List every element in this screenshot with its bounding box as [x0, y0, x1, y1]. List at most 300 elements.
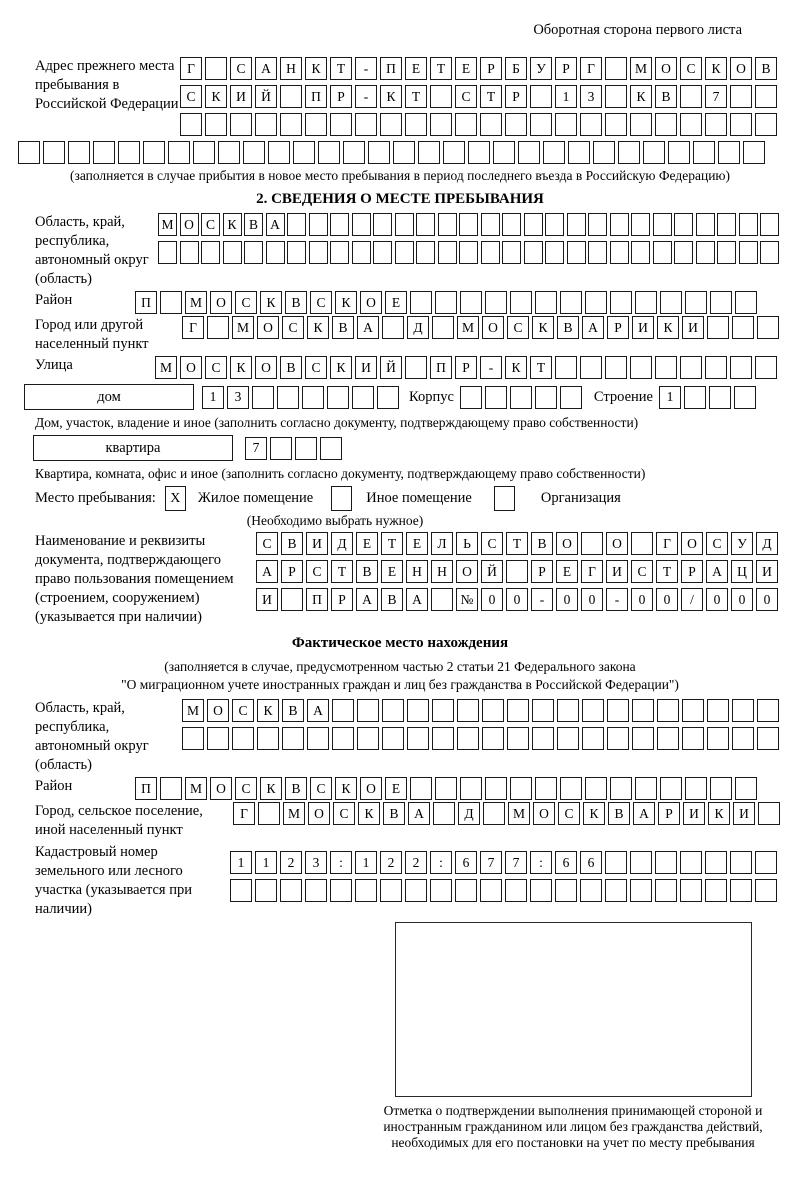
char-cell[interactable]	[180, 113, 202, 136]
char-cell[interactable]: О	[730, 57, 752, 80]
char-cell[interactable]	[407, 699, 429, 722]
char-cell[interactable]: И	[606, 560, 628, 583]
char-cell[interactable]: В	[608, 802, 630, 825]
char-cell[interactable]	[430, 113, 452, 136]
char-cell[interactable]	[755, 85, 777, 108]
char-cell[interactable]	[524, 213, 543, 236]
char-cell[interactable]	[230, 113, 252, 136]
char-cell[interactable]	[205, 57, 227, 80]
char-cell[interactable]: А	[307, 699, 329, 722]
char-cell[interactable]	[631, 532, 653, 555]
char-cell[interactable]: А	[408, 802, 430, 825]
char-cell[interactable]	[405, 879, 427, 902]
char-cell[interactable]: И	[256, 588, 278, 611]
char-cell[interactable]: О	[655, 57, 677, 80]
char-cell[interactable]: 1	[659, 386, 681, 409]
char-cell[interactable]: К	[223, 213, 242, 236]
char-cell[interactable]	[607, 727, 629, 750]
char-cell[interactable]: С	[310, 291, 332, 314]
char-cell[interactable]: С	[232, 699, 254, 722]
char-cell[interactable]	[585, 777, 607, 800]
char-cell[interactable]: Т	[330, 57, 352, 80]
char-cell[interactable]	[632, 727, 654, 750]
char-cell[interactable]: О	[180, 213, 199, 236]
char-cell[interactable]	[582, 727, 604, 750]
char-cell[interactable]: И	[756, 560, 778, 583]
char-cell[interactable]: П	[380, 57, 402, 80]
char-cell[interactable]: К	[260, 777, 282, 800]
char-cell[interactable]	[380, 879, 402, 902]
char-cell[interactable]: А	[255, 57, 277, 80]
char-cell[interactable]	[510, 291, 532, 314]
char-cell[interactable]: -	[606, 588, 628, 611]
char-cell[interactable]: В	[655, 85, 677, 108]
char-cell[interactable]: В	[244, 213, 263, 236]
char-cell[interactable]: О	[308, 802, 330, 825]
char-cell[interactable]	[705, 851, 727, 874]
char-cell[interactable]	[502, 241, 521, 264]
char-cell[interactable]	[373, 213, 392, 236]
char-cell[interactable]: В	[383, 802, 405, 825]
char-cell[interactable]: Г	[233, 802, 255, 825]
char-cell[interactable]: Е	[385, 777, 407, 800]
char-cell[interactable]: Т	[506, 532, 528, 555]
char-cell[interactable]: -	[480, 356, 502, 379]
char-cell[interactable]	[93, 141, 115, 164]
char-cell[interactable]	[223, 241, 242, 264]
char-cell[interactable]	[505, 113, 527, 136]
char-cell[interactable]	[368, 141, 390, 164]
char-cell[interactable]: 2	[280, 851, 302, 874]
char-cell[interactable]	[343, 141, 365, 164]
char-cell[interactable]	[535, 386, 557, 409]
char-cell[interactable]	[653, 241, 672, 264]
char-cell[interactable]: С	[201, 213, 220, 236]
char-cell[interactable]	[535, 777, 557, 800]
char-cell[interactable]	[605, 57, 627, 80]
char-cell[interactable]: А	[633, 802, 655, 825]
char-cell[interactable]: 7	[245, 437, 267, 460]
char-cell[interactable]: В	[531, 532, 553, 555]
char-cell[interactable]	[630, 879, 652, 902]
char-cell[interactable]: О	[210, 777, 232, 800]
char-cell[interactable]: Ь	[456, 532, 478, 555]
char-cell[interactable]	[309, 213, 328, 236]
char-cell[interactable]: О	[180, 356, 202, 379]
char-cell[interactable]: О	[456, 560, 478, 583]
char-cell[interactable]	[705, 879, 727, 902]
char-cell[interactable]	[485, 386, 507, 409]
char-cell[interactable]: В	[282, 699, 304, 722]
char-cell[interactable]	[180, 241, 199, 264]
char-cell[interactable]	[293, 141, 315, 164]
char-cell[interactable]	[680, 851, 702, 874]
char-cell[interactable]	[432, 699, 454, 722]
char-cell[interactable]	[168, 141, 190, 164]
char-cell[interactable]: М	[158, 213, 177, 236]
char-cell[interactable]	[460, 386, 482, 409]
char-cell[interactable]	[717, 213, 736, 236]
char-cell[interactable]: Р	[555, 57, 577, 80]
char-cell[interactable]	[255, 879, 277, 902]
char-cell[interactable]: С	[235, 777, 257, 800]
char-cell[interactable]: С	[631, 560, 653, 583]
char-cell[interactable]	[287, 241, 306, 264]
char-cell[interactable]	[707, 727, 729, 750]
char-cell[interactable]	[674, 213, 693, 236]
char-cell[interactable]	[732, 699, 754, 722]
char-cell[interactable]	[395, 241, 414, 264]
char-cell[interactable]	[630, 113, 652, 136]
char-cell[interactable]: С	[282, 316, 304, 339]
char-cell[interactable]	[295, 437, 317, 460]
char-cell[interactable]	[457, 727, 479, 750]
char-cell[interactable]	[355, 879, 377, 902]
char-cell[interactable]	[270, 437, 292, 460]
char-cell[interactable]: Г	[180, 57, 202, 80]
char-cell[interactable]	[410, 291, 432, 314]
char-cell[interactable]: П	[306, 588, 328, 611]
char-cell[interactable]	[732, 316, 754, 339]
char-cell[interactable]	[430, 879, 452, 902]
char-cell[interactable]	[377, 386, 399, 409]
char-cell[interactable]: М	[630, 57, 652, 80]
char-cell[interactable]: Й	[255, 85, 277, 108]
char-cell[interactable]	[468, 141, 490, 164]
char-cell[interactable]: О	[207, 699, 229, 722]
char-cell[interactable]	[682, 727, 704, 750]
char-cell[interactable]	[193, 141, 215, 164]
char-cell[interactable]: 1	[355, 851, 377, 874]
char-cell[interactable]: Е	[385, 291, 407, 314]
char-cell[interactable]	[593, 141, 615, 164]
char-cell[interactable]	[118, 141, 140, 164]
char-cell[interactable]: К	[307, 316, 329, 339]
char-cell[interactable]	[205, 113, 227, 136]
char-cell[interactable]: Р	[505, 85, 527, 108]
char-cell[interactable]	[732, 727, 754, 750]
char-cell[interactable]	[405, 356, 427, 379]
char-cell[interactable]	[710, 291, 732, 314]
char-cell[interactable]	[631, 213, 650, 236]
char-cell[interactable]	[257, 727, 279, 750]
char-cell[interactable]: С	[310, 777, 332, 800]
char-cell[interactable]	[610, 241, 629, 264]
char-cell[interactable]	[580, 113, 602, 136]
char-cell[interactable]: 0	[631, 588, 653, 611]
char-cell[interactable]: -	[355, 85, 377, 108]
char-cell[interactable]	[143, 141, 165, 164]
char-cell[interactable]	[605, 85, 627, 108]
char-cell[interactable]: В	[280, 356, 302, 379]
char-cell[interactable]: Р	[330, 85, 352, 108]
char-cell[interactable]: Г	[182, 316, 204, 339]
char-cell[interactable]	[438, 241, 457, 264]
char-cell[interactable]: -	[531, 588, 553, 611]
char-cell[interactable]: С	[256, 532, 278, 555]
char-cell[interactable]: 0	[506, 588, 528, 611]
char-cell[interactable]	[281, 588, 303, 611]
char-cell[interactable]: У	[731, 532, 753, 555]
char-cell[interactable]	[618, 141, 640, 164]
char-cell[interactable]	[705, 113, 727, 136]
char-cell[interactable]: Е	[356, 532, 378, 555]
char-cell[interactable]: А	[356, 588, 378, 611]
char-cell[interactable]: И	[230, 85, 252, 108]
char-cell[interactable]	[682, 699, 704, 722]
char-cell[interactable]	[330, 241, 349, 264]
char-cell[interactable]: Е	[381, 560, 403, 583]
char-cell[interactable]	[530, 113, 552, 136]
char-cell[interactable]	[380, 113, 402, 136]
char-cell[interactable]	[755, 356, 777, 379]
char-cell[interactable]	[482, 699, 504, 722]
char-cell[interactable]	[530, 879, 552, 902]
char-cell[interactable]	[668, 141, 690, 164]
char-cell[interactable]: Р	[681, 560, 703, 583]
char-cell[interactable]: О	[360, 777, 382, 800]
char-cell[interactable]: К	[230, 356, 252, 379]
char-cell[interactable]	[707, 699, 729, 722]
char-cell[interactable]: М	[155, 356, 177, 379]
char-cell[interactable]	[382, 699, 404, 722]
char-cell[interactable]	[382, 316, 404, 339]
char-cell[interactable]: О	[360, 291, 382, 314]
char-cell[interactable]	[230, 879, 252, 902]
char-cell[interactable]	[758, 802, 780, 825]
char-cell[interactable]: О	[482, 316, 504, 339]
char-cell[interactable]: П	[430, 356, 452, 379]
char-cell[interactable]	[630, 356, 652, 379]
char-cell[interactable]: К	[305, 57, 327, 80]
char-cell[interactable]	[410, 777, 432, 800]
char-cell[interactable]: Л	[431, 532, 453, 555]
char-cell[interactable]: Й	[481, 560, 503, 583]
char-cell[interactable]: 2	[380, 851, 402, 874]
char-cell[interactable]	[760, 241, 779, 264]
char-cell[interactable]	[535, 291, 557, 314]
char-cell[interactable]: М	[182, 699, 204, 722]
char-cell[interactable]	[330, 113, 352, 136]
char-cell[interactable]	[657, 727, 679, 750]
char-cell[interactable]: С	[455, 85, 477, 108]
char-cell[interactable]	[545, 241, 564, 264]
char-cell[interactable]: :	[330, 851, 352, 874]
char-cell[interactable]	[455, 879, 477, 902]
char-cell[interactable]: М	[185, 777, 207, 800]
char-cell[interactable]	[457, 699, 479, 722]
char-cell[interactable]	[643, 141, 665, 164]
char-cell[interactable]: /	[681, 588, 703, 611]
char-cell[interactable]: И	[683, 802, 705, 825]
char-cell[interactable]	[305, 113, 327, 136]
char-cell[interactable]: Е	[556, 560, 578, 583]
char-cell[interactable]	[739, 241, 758, 264]
char-cell[interactable]	[555, 113, 577, 136]
char-cell[interactable]	[158, 241, 177, 264]
char-cell[interactable]	[459, 241, 478, 264]
char-cell[interactable]: С	[680, 57, 702, 80]
char-cell[interactable]	[545, 213, 564, 236]
char-cell[interactable]	[507, 727, 529, 750]
char-cell[interactable]: К	[657, 316, 679, 339]
char-cell[interactable]: А	[706, 560, 728, 583]
char-cell[interactable]: 0	[656, 588, 678, 611]
char-cell[interactable]	[395, 213, 414, 236]
char-cell[interactable]	[567, 213, 586, 236]
char-cell[interactable]: К	[380, 85, 402, 108]
char-cell[interactable]: 2	[405, 851, 427, 874]
char-cell[interactable]	[543, 141, 565, 164]
char-cell[interactable]	[607, 699, 629, 722]
char-cell[interactable]	[430, 85, 452, 108]
char-cell[interactable]: О	[533, 802, 555, 825]
char-cell[interactable]: А	[256, 560, 278, 583]
char-cell[interactable]: О	[210, 291, 232, 314]
char-cell[interactable]: №	[456, 588, 478, 611]
char-cell[interactable]: Б	[505, 57, 527, 80]
char-cell[interactable]: М	[457, 316, 479, 339]
char-cell[interactable]: П	[135, 291, 157, 314]
char-cell[interactable]: И	[733, 802, 755, 825]
char-cell[interactable]	[280, 879, 302, 902]
char-cell[interactable]	[510, 777, 532, 800]
char-cell[interactable]	[555, 356, 577, 379]
char-cell[interactable]	[480, 113, 502, 136]
char-cell[interactable]: К	[708, 802, 730, 825]
char-cell[interactable]	[631, 241, 650, 264]
char-cell[interactable]: И	[355, 356, 377, 379]
char-cell[interactable]	[532, 699, 554, 722]
char-cell[interactable]: М	[508, 802, 530, 825]
char-cell[interactable]: 7	[480, 851, 502, 874]
char-cell[interactable]: С	[205, 356, 227, 379]
char-cell[interactable]	[506, 560, 528, 583]
char-cell[interactable]	[585, 291, 607, 314]
char-cell[interactable]	[755, 113, 777, 136]
char-cell[interactable]	[710, 777, 732, 800]
char-cell[interactable]	[680, 879, 702, 902]
char-cell[interactable]	[160, 777, 182, 800]
char-cell[interactable]	[18, 141, 40, 164]
char-cell[interactable]	[244, 241, 263, 264]
char-cell[interactable]	[705, 356, 727, 379]
char-cell[interactable]: И	[682, 316, 704, 339]
char-cell[interactable]	[605, 113, 627, 136]
char-cell[interactable]: 0	[731, 588, 753, 611]
char-cell[interactable]: 0	[481, 588, 503, 611]
char-cell[interactable]	[560, 386, 582, 409]
char-cell[interactable]	[481, 241, 500, 264]
char-cell[interactable]	[757, 699, 779, 722]
char-cell[interactable]: В	[356, 560, 378, 583]
char-cell[interactable]	[696, 241, 715, 264]
char-cell[interactable]	[680, 85, 702, 108]
char-cell[interactable]	[435, 291, 457, 314]
char-cell[interactable]	[255, 113, 277, 136]
char-cell[interactable]: А	[357, 316, 379, 339]
char-cell[interactable]	[730, 85, 752, 108]
char-cell[interactable]: М	[232, 316, 254, 339]
char-cell[interactable]	[580, 356, 602, 379]
char-cell[interactable]	[207, 316, 229, 339]
char-cell[interactable]	[755, 879, 777, 902]
char-cell[interactable]	[68, 141, 90, 164]
char-cell[interactable]	[393, 141, 415, 164]
char-cell[interactable]	[630, 851, 652, 874]
char-cell[interactable]	[309, 241, 328, 264]
char-cell[interactable]	[757, 316, 779, 339]
char-cell[interactable]: Е	[406, 532, 428, 555]
char-cell[interactable]	[352, 386, 374, 409]
char-cell[interactable]	[730, 879, 752, 902]
char-cell[interactable]: С	[180, 85, 202, 108]
char-cell[interactable]	[635, 777, 657, 800]
char-cell[interactable]: О	[255, 356, 277, 379]
char-cell[interactable]: 1	[230, 851, 252, 874]
char-cell[interactable]: Р	[607, 316, 629, 339]
char-cell[interactable]: О	[556, 532, 578, 555]
char-cell[interactable]: С	[706, 532, 728, 555]
char-cell[interactable]	[258, 802, 280, 825]
char-cell[interactable]	[560, 291, 582, 314]
char-cell[interactable]: Т	[656, 560, 678, 583]
char-cell[interactable]	[588, 213, 607, 236]
char-cell[interactable]: С	[306, 560, 328, 583]
char-cell[interactable]	[480, 879, 502, 902]
char-cell[interactable]	[460, 291, 482, 314]
char-cell[interactable]	[327, 386, 349, 409]
char-cell[interactable]	[582, 699, 604, 722]
char-cell[interactable]	[730, 851, 752, 874]
char-cell[interactable]	[459, 213, 478, 236]
char-cell[interactable]: Т	[480, 85, 502, 108]
char-cell[interactable]: Д	[331, 532, 353, 555]
char-cell[interactable]: П	[135, 777, 157, 800]
char-cell[interactable]: С	[230, 57, 252, 80]
char-cell[interactable]	[320, 437, 342, 460]
char-cell[interactable]	[435, 777, 457, 800]
char-cell[interactable]: К	[335, 777, 357, 800]
char-cell[interactable]: С	[305, 356, 327, 379]
char-cell[interactable]: 3	[227, 386, 249, 409]
char-cell[interactable]: -	[355, 57, 377, 80]
char-cell[interactable]	[680, 356, 702, 379]
char-cell[interactable]	[685, 777, 707, 800]
char-cell[interactable]	[318, 141, 340, 164]
char-cell[interactable]	[485, 777, 507, 800]
checkbox-org[interactable]	[494, 486, 515, 511]
char-cell[interactable]	[432, 727, 454, 750]
char-cell[interactable]: С	[507, 316, 529, 339]
char-cell[interactable]	[530, 85, 552, 108]
char-cell[interactable]	[684, 386, 706, 409]
char-cell[interactable]	[482, 727, 504, 750]
char-cell[interactable]: Г	[580, 57, 602, 80]
char-cell[interactable]	[655, 113, 677, 136]
char-cell[interactable]: В	[381, 588, 403, 611]
char-cell[interactable]	[407, 727, 429, 750]
char-cell[interactable]	[743, 141, 765, 164]
char-cell[interactable]	[655, 879, 677, 902]
char-cell[interactable]: Т	[381, 532, 403, 555]
char-cell[interactable]: 0	[706, 588, 728, 611]
char-cell[interactable]	[302, 386, 324, 409]
char-cell[interactable]: Р	[531, 560, 553, 583]
char-cell[interactable]: 1	[255, 851, 277, 874]
char-cell[interactable]	[277, 386, 299, 409]
char-cell[interactable]	[735, 291, 757, 314]
